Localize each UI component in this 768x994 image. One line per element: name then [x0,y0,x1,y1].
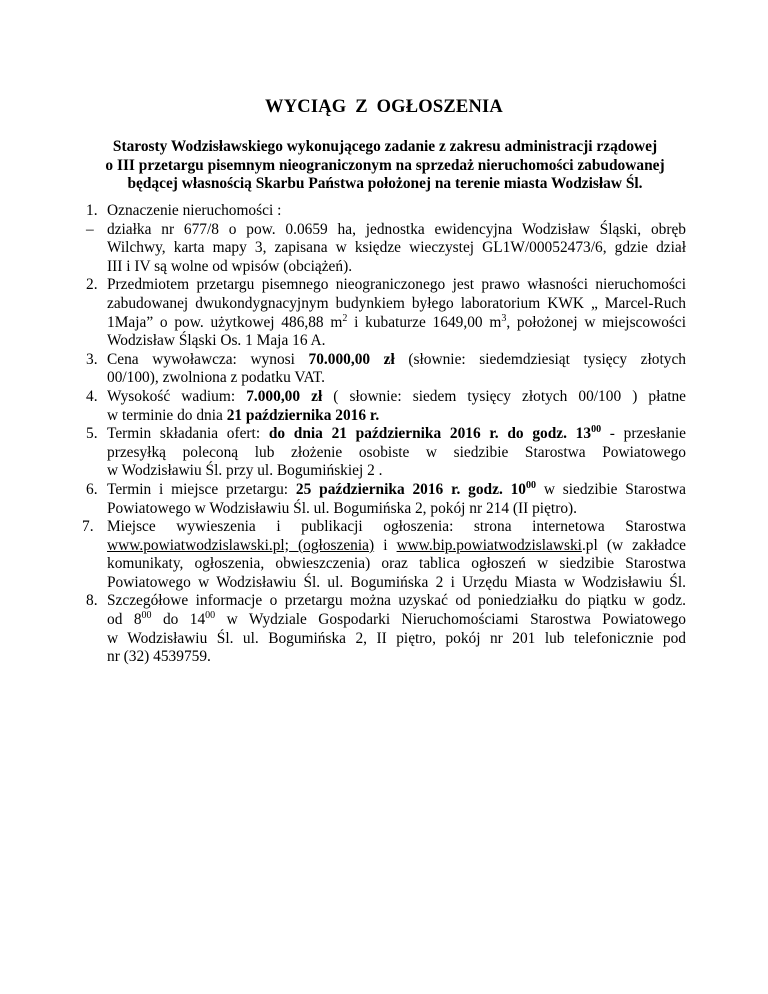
item-line: Cena wywoławcza: wynosi 70.000,00 zł (słownie: siedemdziesiąt tysięcy złotych [107,350,686,368]
item-line: w Wodzisławiu Śl. ul. Bogumińska 2, II piętro, pokój nr 201 lub telefonicznie pod [107,629,686,647]
list-item-7 [82,518,686,592]
item-number: 6. [86,480,98,498]
item-number: 5. [86,425,98,443]
item-line: Powiatowego w Wodzisławiu Śl. ul. Bogumińska 2 i Urzędu Miasta w Wodzisławiu Śl. [107,573,686,591]
item-number: 1. [86,202,98,219]
item-line: Termin składania ofert: do dnia 21 października 2016 r. do godz. $13^{00}$ - przesłanie [107,424,687,443]
item-line: Miejsce wywieszenia i publikacji ogłoszenia: strona internetowa Starostwa [107,518,686,536]
document-title: WYCIĄG Z OGŁOSZENIA [265,97,503,117]
subtitle-line: będącej własnością Skarbu Państwa położonej na terenie miasta Wodzisław Śl. [127,175,643,192]
item-line: 1Maja” o pow. użytkowej 486,88 $m^2$ i kubaturze 1649,00 $m^3$, położonej w miejscowości [107,312,686,331]
deposit-deadline: 21 października 2016 r. [226,406,380,424]
deposit-value: 7.000,00 zł [246,387,323,405]
powiat-website-link[interactable]: www.powiatwodzislawski.pl; (ogłoszenia) [107,536,375,554]
list-item-6 [86,481,686,518]
list-item-2 [86,276,686,350]
bip-website-link[interactable]: www.bip.powiatwodzislawski [396,536,582,554]
item-line: zabudowanej dwukondygnacyjnym budynkiem byłego laboratorium KWK „ Marcel-Ruch [107,294,686,312]
item-line: www.powiatwodzislawski.pl; (ogłoszenia) i www.bip.powiatwodzislawski.pl (w zakładce [107,536,686,554]
item-number: 3. [86,350,98,368]
item-line: Szczegółowe informacje o przetargu można uzyskać od poniedziałku do piątku w godz. [107,592,686,610]
item-line: przesyłką poleconą lub złożenie osobiste w siedzibie Starostwa Powiatowego [107,443,686,461]
list-item-4 [86,388,686,425]
item-line: w Wodzisławiu Śl. przy ul. Bogumińskiej 2 . [107,462,383,480]
superscript: 00 [141,610,152,622]
auction-date: 25 października 2016 r. godz. $10^{00}$ [295,479,537,498]
item-line: 00/100), zwolniona z podatku VAT. [107,369,326,387]
superscript: 2 [342,312,348,324]
list-item-3 [86,351,686,388]
superscript: 00 [591,424,602,436]
item-line: komunikaty, ogłoszenia, obwieszczenia) oraz tablica ogłoszeń w siedzibie Starostwa [107,555,686,573]
item-line: Wodzisław Śląski Os. 1 Maja 16 A. [107,332,326,350]
item-number: 7. [82,518,94,536]
item-line: Wysokość wadium: 7.000,00 zł ( słownie: siedem tysięcy złotych 00/100 ) płatne [107,387,686,405]
item-line: Termin i miejsce przetargu: 25 października 2016 r. godz. $10^{00}$ w siedzibie Starostwa [107,479,687,498]
subtitle-line: o III przetargu pisemnym nieograniczonym na sprzedaż nieruchomości zabudowanej [105,156,665,174]
item-line: Powiatowego w Wodzisławiu Śl. ul. Bogumińska 2, pokój nr 214 (II piętro). [107,499,577,517]
item-line: nr (32) 4539759. [107,648,211,666]
item-line: Przedmiotem przetargu pisemnego nieograniczonego jest prawo własności nieruchomości [107,276,686,294]
item-number: 4. [86,387,98,405]
price-value: 70.000,00 zł [308,350,395,368]
superscript: 00 [205,610,216,622]
list-item-8 [86,592,686,666]
dash-bullet: – [86,220,94,238]
numbered-list [82,202,687,667]
document-subtitle [80,138,690,194]
item-line: III i IV są wolne od wpisów (obciążeń). [107,257,353,275]
item-line: w terminie do dnia 21 października 2016 r. [107,406,380,424]
item-line: Wilchwy, karta mapy 3, zapisana w księdze wieczystej GL1W/00052473/6, gdzie dział [107,239,686,257]
subtitle-line: Starosty Wodzisławskiego wykonującego zadanie z zakresu administracji rządowej [112,138,658,155]
list-item-1 [86,202,686,276]
item-line: – działka nr 677/8 o pow. 0.0659 ha, jednostka ewidencyjna Wodzisław Śląski, obręb [86,220,686,238]
list-item-5 [86,425,686,481]
item-line: od $8^{00}$ do $14^{00}$ w Wydziale Gospodarki Nieruchomościami Starostwa Powiatowego [107,610,686,629]
offer-deadline: do dnia 21 października 2016 r. do godz. $13^{00}$ [268,424,602,443]
superscript: 00 [526,479,537,491]
item-number: 8. [86,592,98,610]
superscript: 3 [501,312,507,324]
item-number: 2. [86,276,98,294]
item-line: Oznaczenie nieruchomości : [107,202,282,219]
